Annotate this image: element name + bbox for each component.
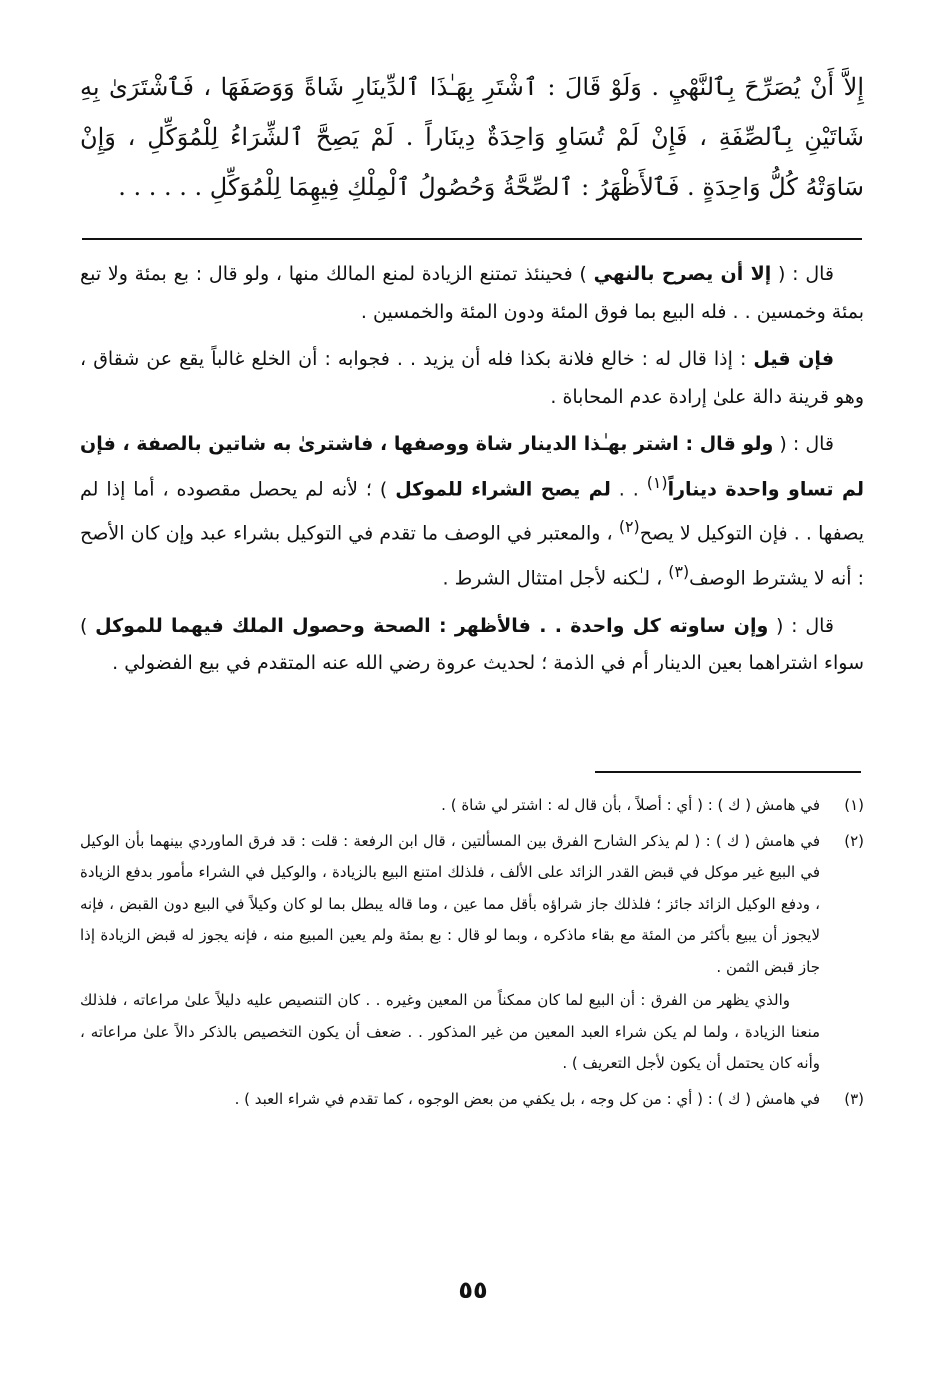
- footnote-2: [80, 826, 864, 1080]
- quoted-matn: لم يصح الشراء للموكل: [395, 477, 611, 500]
- quoted-matn: ولو قال : اشتر بهـٰذا الدينار شاة ووصفها ، فاشترىٰ به شاتين بالصفة ، فإن لم تساو واحدة ديناراً: [80, 433, 864, 500]
- footnote-separator-rule: [595, 771, 861, 773]
- sharh-intro: قال : (: [771, 263, 834, 285]
- footnote-text-continued: والذي يظهر من الفرق : أن البيع لما كان ممكناً من المعين وغيره . . كان التنصيص عليه دليلاً علىٰ مراعاته ، فلذلك منعنا الزيادة ، ولما لم يكن شراء العبد المعين من غير المذكور . . ضعف أن يكون التخصيص بالذكر دالاً علىٰ مراعاته ، وأنه كان يحتمل أن يكون لأجل التعريف ) .: [80, 991, 820, 1072]
- footnote-number: (١): [844, 796, 864, 814]
- quoted-matn: إلا أن يصرح بالنهي: [593, 263, 772, 285]
- footnote-ref-1[interactable]: (١): [646, 472, 668, 492]
- footnote-number: (٣): [844, 1089, 864, 1108]
- sharh-text: ) فحينئذ تمتنع الزيادة لمنع المالك منها ، ولو قال : بع بمئة ولا تبع بمئة وخمسين . . فله البيع بما فوق المئة ودون المئة والخمسين .: [80, 263, 864, 323]
- footnote-1: [80, 790, 864, 822]
- matn-text-block: [80, 62, 864, 212]
- objection-lead: فإن قيل: [753, 348, 835, 370]
- footnote-text: في هامش ( ك ) : ( أي : من كل وجه ، بل يكفي من بعض الوجوه ، كما تقدم في شراء العبد ) .: [234, 1089, 820, 1108]
- footnote-text: في هامش ( ك ) : ( أي : أصلاً ، بأن قال له : اشتر لي شاة ) .: [441, 796, 820, 814]
- sharh-text: ) سواء اشتراهما بعين الدينار أم في الذمة ؛ لحديث عروة رضي الله عنه المتقدم في بيع الفضولي .: [80, 614, 864, 675]
- sharh-text: ) ؛ لأنه لم يحصل مقصوده ، أما إذا لم يصفها . . فإن التوكيل لا يصح: [80, 477, 864, 545]
- footnote-number: (٢): [844, 831, 864, 850]
- sharh-paragraph-1: [80, 256, 864, 331]
- sharh-paragraph-2: [80, 341, 864, 416]
- sharh-text: ، لـٰكنه لأجل امتثال الشرط .: [442, 567, 669, 590]
- footnotes-block: [80, 790, 864, 1119]
- sharh-paragraph-4: [80, 608, 864, 683]
- sharh-paragraph-3: [80, 426, 864, 598]
- sharh-text: : إذا قال له : خالع فلانة بكذا فله أن يزيد . . فجوابه : أن الخلع غالباً يقع عن شقاق ، وهو قرينة دالة علىٰ إرادة عدم المحاباة .: [80, 348, 864, 408]
- sharh-text: ، والمعتبر في الوصف ما تقدم في التوكيل بشراء عبد وإن كان الأصح : أنه لا يشترط الوصف: [80, 522, 864, 590]
- quoted-matn: وإن ساوته كل واحدة . . فالأظهر : الصحة وحصول الملك فيهما للموكل: [95, 614, 769, 637]
- sharh-intro: قال : (: [768, 614, 835, 637]
- sharh-commentary-block: [80, 256, 864, 693]
- sharh-text: . .: [610, 477, 647, 500]
- matn-separator-rule: [82, 238, 862, 240]
- matn-paragraph: إِلاَّ أَنْ يُصَرِّحَ بِٱلنَّهْيِ . وَلَوْ قَالَ : ٱشْتَرِ بِهَـٰذَا ٱلدِّينَارِ شَاةً وَوَصَفَهَا ، فَٱشْتَرَىٰ بِهِ شَاتَيْنِ بِٱلصِّفَةِ ، فَإِنْ لَمْ تُسَاوِ وَاحِدَةٌ دِينَاراً . لَمْ يَصِحَّ ٱلشِّرَاءُ لِلْمُوَكِّلِ ، وَإِنْ سَاوَتْهُ كُلُّ وَاحِدَةٍ . فَٱلأَظْهَرُ : ٱلصِّحَّةُ وَحُصُولُ ٱلْمِلْكِ فِيهِمَا لِلْمُوَكِّلِ . . . . . .: [80, 73, 864, 201]
- footnote-ref-3[interactable]: (٣): [668, 562, 690, 582]
- footnote-ref-2[interactable]: (٢): [618, 517, 640, 537]
- page-number: ٥٥: [458, 1276, 488, 1304]
- sharh-intro: قال : (: [773, 433, 834, 455]
- footnote-text: في هامش ( ك ) : ( لم يذكر الشارح الفرق بين المسألتين ، قال ابن الرفعة : قلت : قد فرق الماوردي بينهما بأن الوكيل في البيع غير موكل في قبض القدر الزائد على الألف ، فلذلك امتنع البيع بالزيادة ، والوكيل في الشراء مأمور بدفع الزيادة ، ودفع الوكيل الزائد جائز ؛ فلذلك جاز شراؤه بأقل مما عين ، وما قاله يبطل بما لو كان وكيلاً في البيع دون القبض ، فإنه لايجوز أن يبيع بأكثر من المئة مع بقاء ماذكره ، وبما لو قال : بع بمئة ولم يعين المبيع منه ، فإنه يجوز له قبض الزيادة إذا جاز قبض الثمن .: [80, 831, 820, 976]
- footnote-3: [80, 1084, 864, 1116]
